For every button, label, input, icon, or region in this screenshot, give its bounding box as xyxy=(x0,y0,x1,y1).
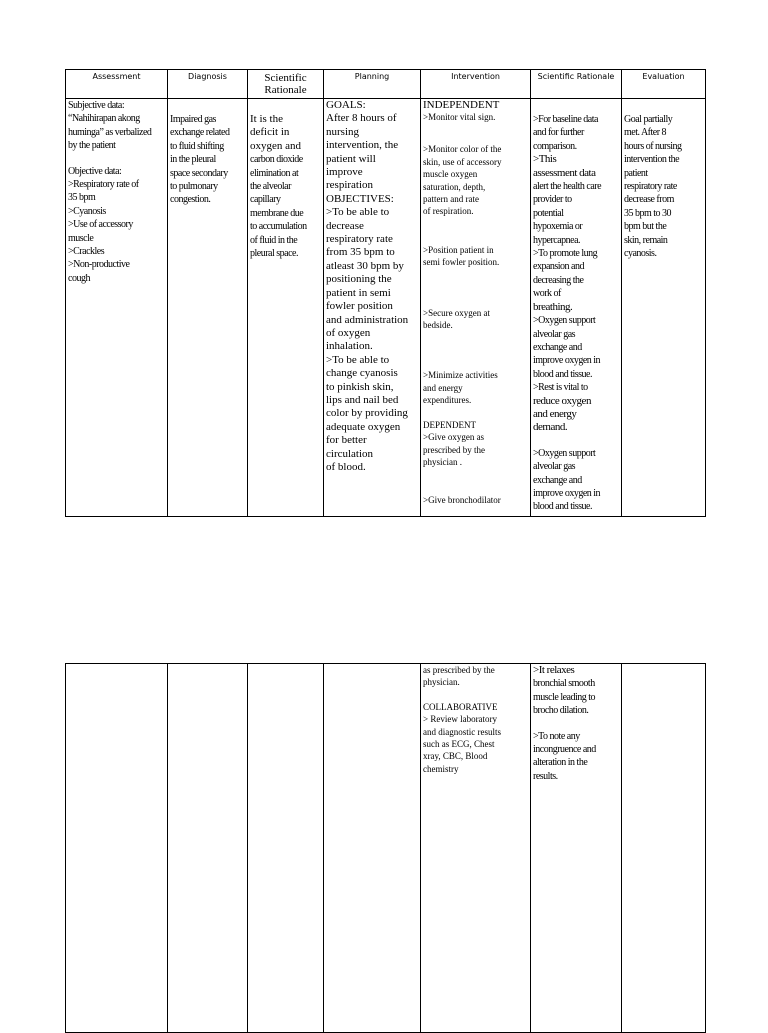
rationale-2-line: reduce oxygen xyxy=(533,394,591,407)
evaluation-cell xyxy=(622,99,706,517)
planning-line: lips and nail bed xyxy=(326,393,399,406)
planning-line: for better xyxy=(326,434,367,447)
care-plan-table-page-2 xyxy=(65,663,706,1033)
rationale-2-line: >For baseline data xyxy=(533,114,598,125)
evaluation-line: intervention the xyxy=(624,154,680,166)
planning-line: respiratory rate xyxy=(326,233,393,246)
diagnosis-line: congestion. xyxy=(170,194,211,206)
evaluation-line: bpm but the xyxy=(624,221,667,233)
evaluation-line: patient xyxy=(624,167,648,179)
planning-line: of oxygen xyxy=(326,326,371,339)
planning-line: After 8 hours of xyxy=(326,112,397,125)
rationale-2-line: >Oxygen support xyxy=(533,447,596,459)
assessment-cell xyxy=(66,99,168,517)
subjective-label: Subjective data: xyxy=(68,100,125,111)
diagnosis-line: exchange related xyxy=(170,127,230,139)
diagnosis-line: to pulmonary xyxy=(170,181,218,193)
evaluation-line: respiratory rate xyxy=(624,181,677,193)
intervention-line: expenditures. xyxy=(423,395,472,406)
intervention-line: pattern and rate xyxy=(423,194,479,205)
rationale-2-line: comparison. xyxy=(533,140,577,152)
rationale-2-line: hypoxemia or xyxy=(533,221,583,233)
objective-label: Objective data: xyxy=(68,165,122,177)
header-assessment: Assessment xyxy=(66,70,168,99)
rationale-line: membrane due xyxy=(250,207,304,219)
intervention-line: prescribed by the xyxy=(423,444,485,455)
header-intervention: Intervention xyxy=(421,70,531,99)
evaluation-line: 35 bpm to 30 xyxy=(624,207,672,219)
collaborative-label: COLLABORATIVE xyxy=(423,701,498,712)
care-plan-table-page-1 xyxy=(65,69,706,517)
intervention-cell xyxy=(421,99,531,517)
planning-line: circulation xyxy=(326,447,374,460)
header-diagnosis: Diagnosis xyxy=(168,70,248,99)
rationale-line: It is the xyxy=(250,113,283,125)
rationale-line: the alveolar xyxy=(250,181,291,193)
intervention-line: >Monitor vital sign. xyxy=(423,112,496,122)
rationale-2-line: demand. xyxy=(533,421,568,434)
intervention-line: physician. xyxy=(423,677,460,688)
intervention-line: and energy xyxy=(423,382,463,393)
rationale-2-line: hypercapnea. xyxy=(533,234,581,246)
planning-line: inhalation. xyxy=(326,340,373,353)
planning-line: improve xyxy=(326,166,363,179)
rationale-2-line: expansion and xyxy=(533,261,584,273)
rationale-2-line: alert the health care xyxy=(533,181,602,193)
continuation-row xyxy=(66,664,706,1033)
rationale-2-line: potential xyxy=(533,207,564,219)
rationale-2-line: assessment data xyxy=(533,166,596,179)
intervention-line: and diagnostic results xyxy=(423,726,501,737)
intervention-line: as prescribed by the xyxy=(423,665,495,675)
evaluation-line: decrease from xyxy=(624,194,674,206)
objective-item: 35 bpm xyxy=(68,192,96,204)
planning-line: fowler position xyxy=(326,300,393,313)
rationale-line: oxygen and xyxy=(250,139,302,152)
planning-line: atleast 30 bpm by xyxy=(326,259,404,272)
header-scientific-rationale: Scientific Rationale xyxy=(248,70,324,99)
rationale-2-line: >To note any xyxy=(533,730,580,742)
rationale-2-line: blood and tissue. xyxy=(533,368,592,380)
rationale-2-cell xyxy=(531,99,622,517)
rationale-2-line: >Oxygen support xyxy=(533,315,596,327)
planning-line: >To be able to xyxy=(326,206,390,219)
planning-line: change cyanosis xyxy=(326,367,398,380)
planning-cell-cont xyxy=(324,664,421,1033)
evaluation-line: met. After 8 xyxy=(624,127,667,139)
header-row xyxy=(66,70,706,99)
header-scientific-rationale-2: Scientific Rationale xyxy=(531,70,622,99)
objective-item: cough xyxy=(68,272,90,284)
planning-line: of blood. xyxy=(326,460,366,473)
planning-line: intervention, the xyxy=(326,139,399,152)
assessment-cell-cont xyxy=(66,664,168,1033)
diagnosis-line: to fluid shifting xyxy=(170,140,224,152)
rationale-2-line: >Rest is vital to xyxy=(533,382,588,394)
rationale-2-line: exchange and xyxy=(533,341,582,353)
rationale-2-line: and for further xyxy=(533,127,584,139)
rationale-line: of fluid in the xyxy=(250,234,298,246)
rationale-2-line: improve oxygen in xyxy=(533,355,601,367)
planning-line: adequate oxygen xyxy=(326,420,401,433)
planning-line: positioning the xyxy=(326,273,392,286)
rationale-2-line: bronchial smooth xyxy=(533,678,595,690)
content-row xyxy=(66,99,706,517)
diagnosis-cell xyxy=(168,99,248,517)
intervention-line: xray, CBC, Blood xyxy=(423,751,488,762)
rationale-2-line: brocho dilation. xyxy=(533,705,589,717)
evaluation-line: Goal partially xyxy=(624,114,673,125)
rationale-line: elimination at xyxy=(250,167,299,179)
rationale-2-line: alteration in the xyxy=(533,757,588,769)
subjective-quote: huminga” as verbalized xyxy=(68,126,152,138)
rationale-2-line: >To promote lung xyxy=(533,248,598,260)
independent-label: INDEPENDENT xyxy=(423,99,500,111)
rationale-2-line: improve oxygen in xyxy=(533,487,601,499)
rationale-line: deficit in xyxy=(250,126,290,139)
planning-line: decrease xyxy=(326,219,364,232)
rationale-2-cell-cont xyxy=(531,664,622,1033)
rationale-2-line: alveolar gas xyxy=(533,328,576,340)
intervention-line: skin, use of accessory xyxy=(423,156,502,167)
evaluation-cell-cont xyxy=(622,664,706,1033)
diagnosis-line: in the pleural xyxy=(170,154,216,166)
intervention-line: such as ECG, Chest xyxy=(423,739,495,750)
header-planning: Planning xyxy=(324,70,421,99)
planning-cell xyxy=(324,99,421,517)
rationale-2-line: results. xyxy=(533,770,558,782)
rationale-2-line: decreasing the xyxy=(533,274,584,286)
rationale-2-line: breathing. xyxy=(533,300,573,313)
rationale-2-line: work of xyxy=(533,288,561,300)
objective-item: >Use of accessory xyxy=(68,219,133,231)
header-evaluation: Evaluation xyxy=(622,70,706,99)
intervention-line: semi fowler position. xyxy=(423,257,500,268)
objectives-label: OBJECTIVES: xyxy=(326,192,394,205)
planning-line: from 35 bpm to xyxy=(326,246,395,259)
objective-item: >Crackles xyxy=(68,246,105,258)
intervention-line: >Secure oxygen at xyxy=(423,307,491,318)
intervention-line: saturation, depth, xyxy=(423,181,486,192)
planning-line: patient will xyxy=(326,152,376,165)
planning-line: and administration xyxy=(326,313,409,326)
intervention-line: chemistry xyxy=(423,763,459,774)
rationale-2-line: >This xyxy=(533,153,557,166)
subjective-quote: by the patient xyxy=(68,140,116,152)
subjective-quote: “Nahihirapan akong xyxy=(68,113,140,125)
dependent-label: DEPENDENT xyxy=(423,419,476,430)
objective-item: >Respiratory rate of xyxy=(68,179,139,191)
intervention-line: >Monitor color of the xyxy=(423,144,502,155)
rationale-2-line: muscle leading to xyxy=(533,691,596,703)
rationale-line: pleural space. xyxy=(250,248,298,260)
rationale-cell xyxy=(248,99,324,517)
evaluation-line: skin, remain xyxy=(624,234,668,246)
diagnosis-cell-cont xyxy=(168,664,248,1033)
planning-line: color by providing xyxy=(326,407,408,420)
evaluation-line: cyanosis. xyxy=(624,248,657,260)
rationale-2-line: provider to xyxy=(533,194,572,206)
intervention-line: physician . xyxy=(423,456,462,467)
rationale-2-line: exchange and xyxy=(533,474,582,486)
intervention-line: muscle oxygen xyxy=(423,169,478,180)
planning-line: >To be able to xyxy=(326,353,390,366)
diagnosis-line: Impaired gas xyxy=(170,114,216,125)
rationale-2-line: blood and tissue. xyxy=(533,501,592,513)
intervention-line: >Give oxygen as xyxy=(423,432,485,443)
intervention-cell-cont xyxy=(421,664,531,1033)
intervention-line: of respiration. xyxy=(423,206,474,217)
evaluation-line: hours of nursing xyxy=(624,140,682,152)
intervention-line: > Review laboratory xyxy=(423,714,498,725)
intervention-line: >Give bronchodilator xyxy=(423,495,501,506)
rationale-line: capillary xyxy=(250,194,281,206)
rationale-2-line: alveolar gas xyxy=(533,461,576,473)
rationale-2-line: incongruence and xyxy=(533,744,596,756)
rationale-cell-cont xyxy=(248,664,324,1033)
intervention-line: bedside. xyxy=(423,320,453,331)
diagnosis-line: space secondary xyxy=(170,167,228,179)
planning-line: nursing xyxy=(326,125,359,138)
rationale-line: to accumulation xyxy=(250,221,307,233)
objective-item: muscle xyxy=(68,232,94,244)
planning-line: to pinkish skin, xyxy=(326,380,394,393)
intervention-line: >Position patient in xyxy=(423,244,494,255)
objective-item: >Non-productive xyxy=(68,259,130,271)
intervention-line: >Minimize activities xyxy=(423,370,498,381)
planning-line: patient in semi xyxy=(326,286,391,299)
planning-line: respiration xyxy=(326,179,374,192)
rationale-2-line: >It relaxes xyxy=(533,664,575,676)
goals-label: GOALS: xyxy=(326,99,366,111)
rationale-line: carbon dioxide xyxy=(250,154,303,166)
rationale-2-line: and energy xyxy=(533,407,577,420)
objective-item: >Cyanosis xyxy=(68,205,106,217)
